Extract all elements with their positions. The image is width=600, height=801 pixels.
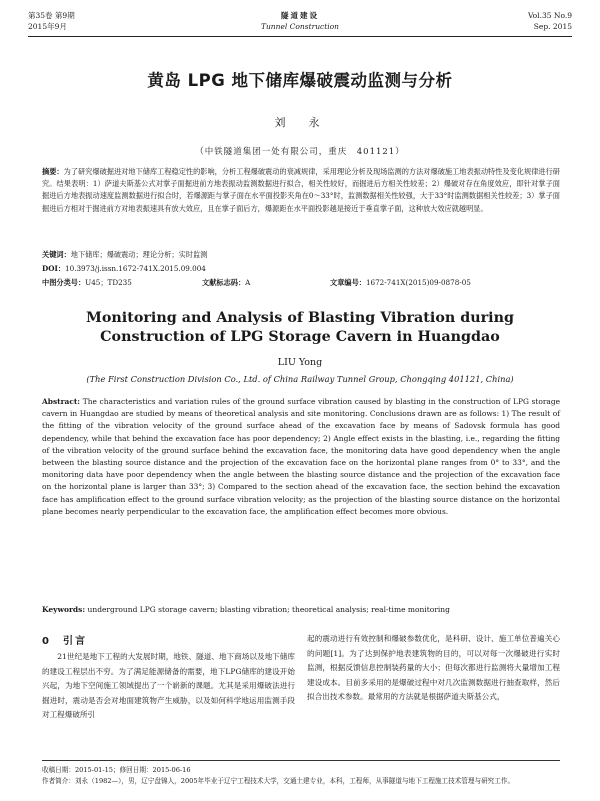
- volume-issue-cn: 第35卷 第9期: [28, 11, 75, 20]
- author-name-en: LIU Yong: [277, 357, 323, 368]
- keywords-en: [42, 605, 560, 614]
- volume-issue-en: Vol.35 No.9: [527, 11, 572, 20]
- article-number-label: 文章编号：: [330, 278, 366, 287]
- paper-title-en-line2: Construction of LPG Storage Cavern in Huangdao: [100, 329, 500, 345]
- date-en: Sep. 2015: [533, 22, 572, 31]
- body-column-left: 21世纪是地下工程的大发展时期，地铁、隧道、地下商场以及地下储库的建设工程层出不穷。为了满足能源储备的需要，地下LPG储库的建设开始兴起，为地下空间施工领域提出了一个崭新的课题。尤其是采用爆破法进行掘进时，震动是否会对地面建筑物产生威胁，以及如何科学地运用监测手段对工程爆破所引: [42, 652, 295, 720]
- running-header: [28, 8, 572, 37]
- date-cn: 2015年9月: [28, 22, 67, 31]
- body-column-right: 起的震动进行有效控制和爆破参数优化，是科研、设计、施工单位普遍关心的问题[1]。为了达到保护地表建筑物的目的，可以对每一次爆破进行实时监测，根据反馈信息控制装药量的大小；但每次都进行监测将大量增加工程建设成本。目前多采用的是爆破过程中对几次监测数据进行抽查取样，然后拟合出技术参数。最常用的方法就是根据萨道夫斯基公式，: [307, 634, 560, 702]
- journal-name-en: Tunnel Construction: [260, 22, 340, 31]
- received-date: 收稿日期：2015-01-15；修回日期：2015-06-16: [42, 766, 191, 774]
- abstract-cn-label: 摘要：: [42, 167, 64, 176]
- doi-value: 10.3973/j.issn.1672-741X.2015.09.004: [65, 264, 206, 273]
- doc-code-label: 文献标志码：: [202, 278, 246, 287]
- journal-name-cn: 隧道建设: [281, 11, 319, 20]
- paper-title-en: [0, 309, 600, 347]
- clc-label: 中图分类号：: [42, 278, 86, 287]
- author-intro: 作者简介：刘永（1982—），男，辽宁盘锦人，2005年毕业于辽宁工程技术大学，交通土建专业，本科，工程师，从事隧道与地下工程施工技术管理与研究工作。: [42, 776, 515, 785]
- affiliation-en: (The First Construction Division Co., Ltd. of China Railway Tunnel Group, Chongqing 401121, China): [86, 374, 514, 384]
- paper-title-en-line1: Monitoring and Analysis of Blasting Vibration during: [86, 310, 514, 326]
- affiliation-cn: （中铁隧道集团一处有限公司，重庆 401121）: [195, 147, 405, 157]
- keywords-en-text: underground LPG storage cavern; blasting vibration; theoretical analysis; real-time monitoring: [87, 605, 450, 614]
- keywords-en-label: Keywords:: [42, 605, 86, 614]
- section-heading: 0 引言: [42, 636, 87, 647]
- abstract-en-label: Abstract:: [42, 397, 81, 406]
- header-center: [28, 10, 572, 32]
- abstract-en: [42, 396, 560, 518]
- abstract-cn: [42, 166, 560, 215]
- author-name-cn: 刘 永: [274, 116, 326, 129]
- keywords-cn-label: 关键词：: [42, 250, 71, 259]
- doc-code-value: A: [245, 278, 251, 287]
- abstract-en-text: The characteristics and variation rules of the ground surface vibration caused by blasting in the construction of LPG storage cavern in Huangdao are studied by means of theoretical analysis and site monitoring. Conclusions drawn are as follows: 1) The result of the fitting of the vibration velocity of the ground surface ahead of the excavation face by means of Sadovsk formula has good dependency, while that behind the excavation face has poor dependency; 2) Angle effect exists in the blasting, i.e., regarding the fitting of the vibration velocity of the ground surface behind the excavation face, the monitoring data have good dependency when the angle between the blasting source distance and the projection of the excavation face on the horizontal plane ranges from 0° to 33°, and the monitoring data have poor dependency when the angle between the blasting source distance and the projection of the excavation face on the horizontal plane is larger than 33°; 3) Compared to the section ahead of the excavation face, the section behind the excavation face has amplification effect to the ground surface vibration velocity; as the projection of the blasting source distance on the horizontal plane becomes nearly perpendicular to the excavation face, the amplification effect becomes more obvious.: [42, 397, 560, 516]
- keywords-cn-text: 地下储库；爆破震动；理论分析；实时监测: [70, 250, 208, 259]
- footnote: [42, 760, 560, 786]
- article-number-value: 1672-741X(2015)09-0878-05: [365, 278, 471, 287]
- abstract-cn-text: 为了研究爆破掘进对地下储库工程稳定性的影响，分析工程爆破震动的衰减规律，采用理论分析及现场监测的方法对爆破施工地表振动特性及变化规律进行研究。结果表明：1）萨道夫斯基公式对掌子面掘进前方地表振动监测数据进行拟合，相关性较好，而掘进后方相关性较差；2）爆破对存在角度效应，即针对掌子面掘进后方地表振动速度监测数据进行拟合时，若爆源距与掌子面在水平面投影夹角在0～33°时，监测数据相关性较强，大于33°时监测数据相关性较差；3）掌子面掘进后方相对于掘进前方对地表振速具有放大效应，且在掌子面后方，爆源距在水平面投影越是接近于垂直掌子面，这种放大效应就越明显。: [42, 167, 560, 213]
- doi-label: DOI：: [42, 264, 66, 273]
- header-right: [528, 10, 572, 32]
- clc-value: U45；TD235: [85, 278, 132, 287]
- paper-title-cn: 黄岛 LPG 地下储库爆破震动监测与分析: [147, 71, 453, 90]
